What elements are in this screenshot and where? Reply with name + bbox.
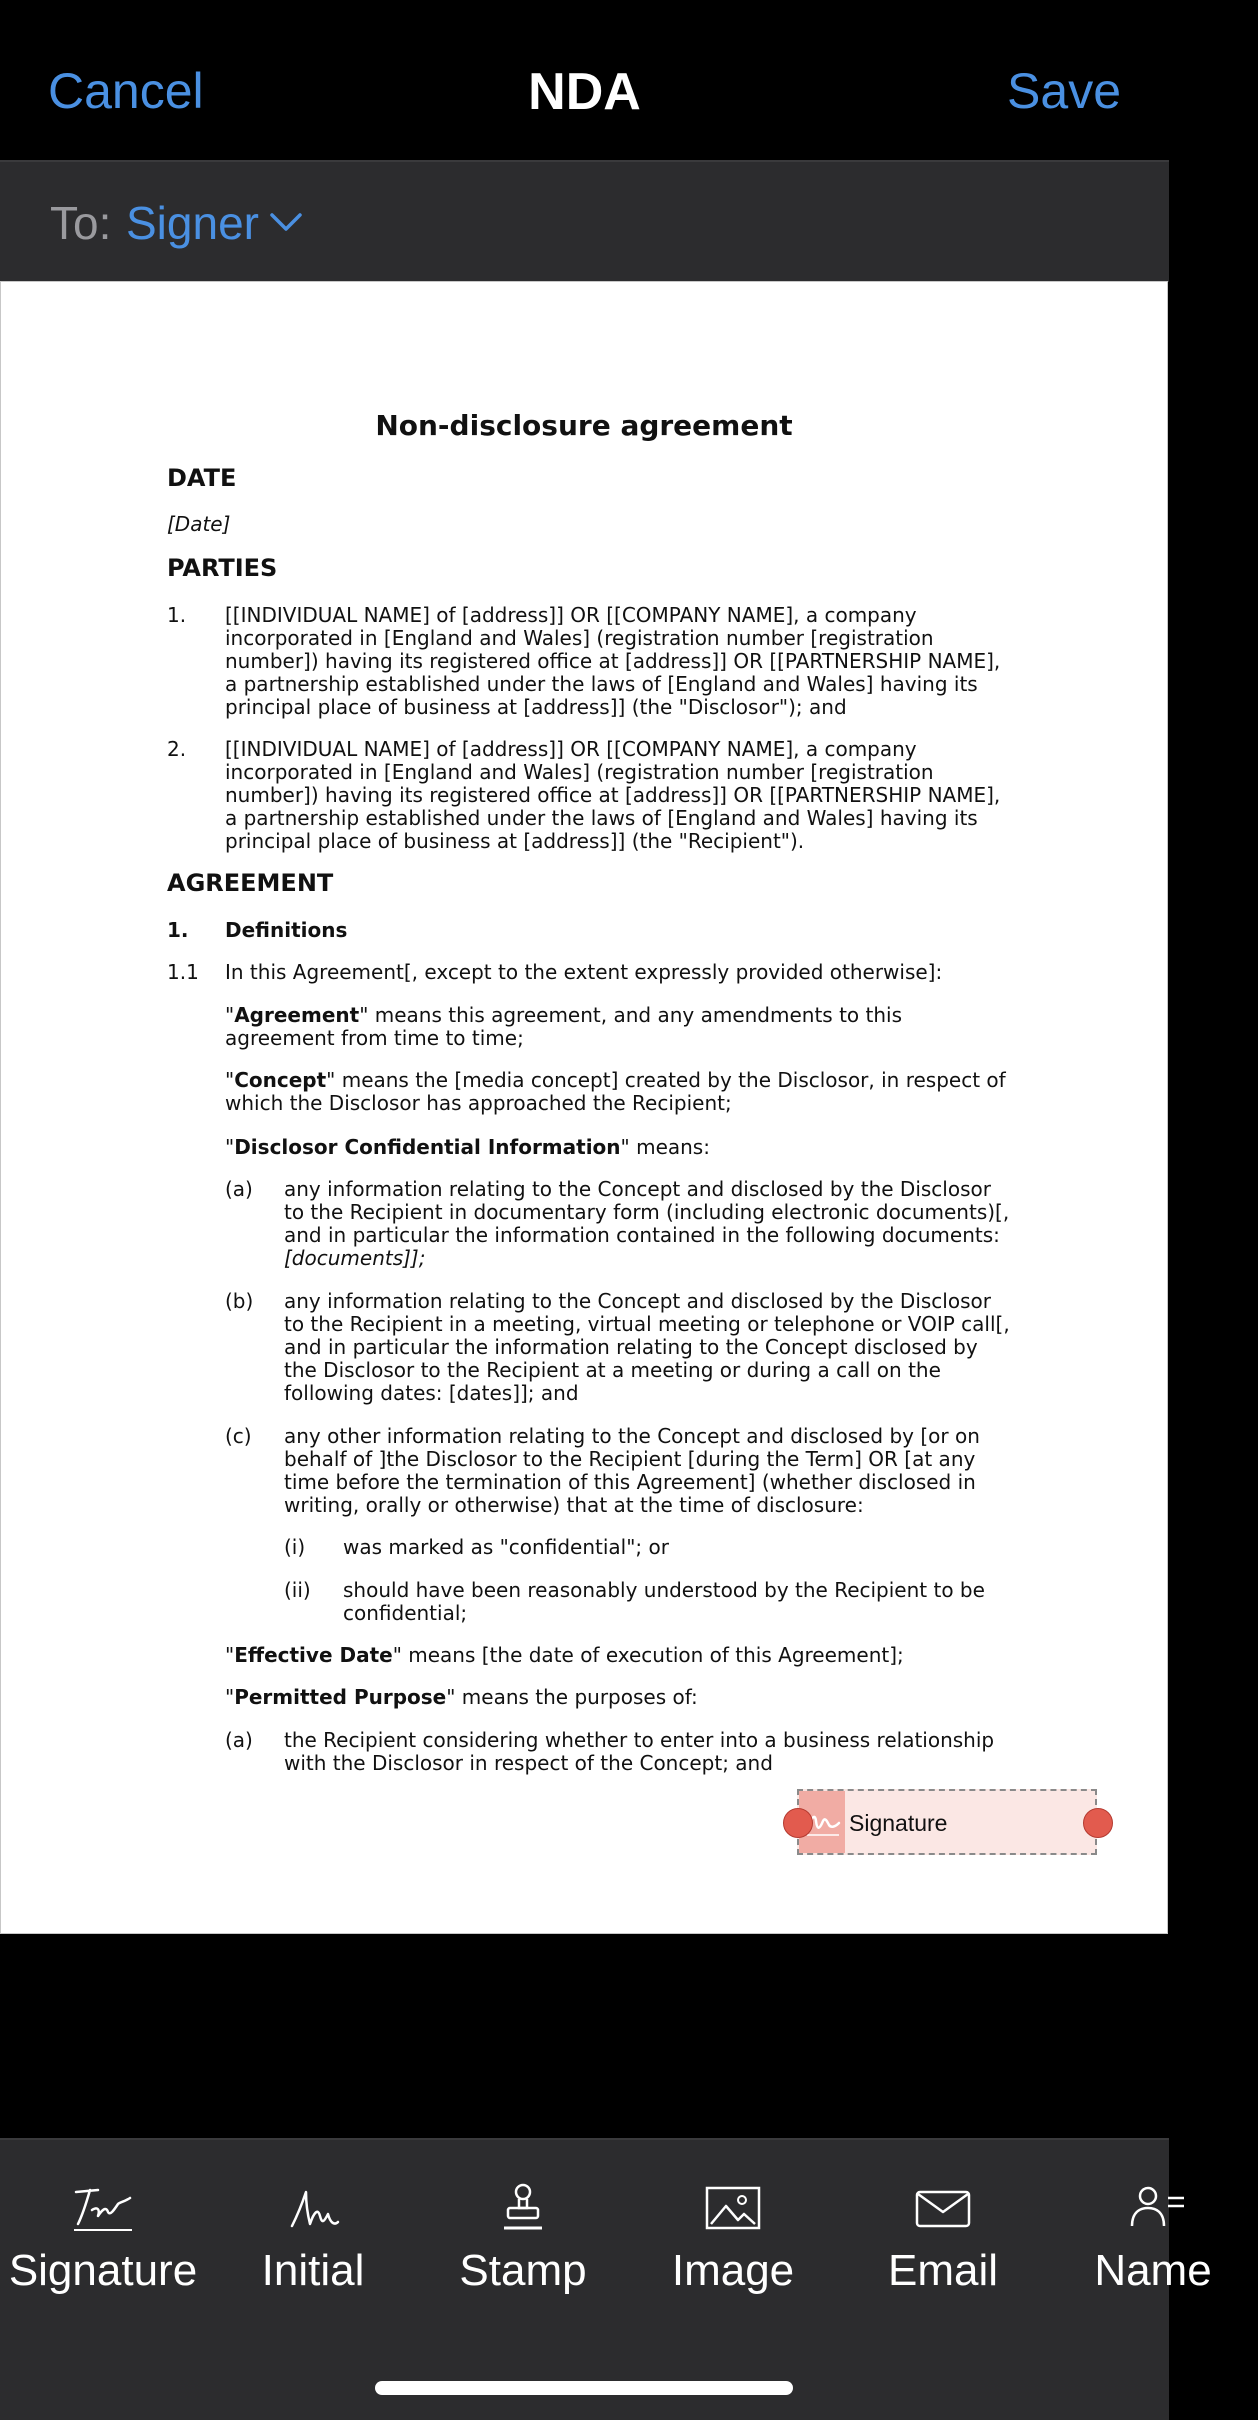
- item-b-text: any information relating to the Concept and disclosed by the Disclosor to the Recipient in a meeting, virtual meeting or telephone or VOIP call[, and in particular the information relating to the Concept disclosed by the Disclosor to the Recipient at a meeting or during a call on the following dates: [dates]]; and: [284, 1289, 1010, 1405]
- date-value: [Date]: [167, 512, 231, 536]
- to-label: To:: [50, 197, 112, 249]
- permitted-item-a-text: the Recipient considering whether to enter into a business relationship with the Disclosor in respect of the Concept; and: [284, 1728, 995, 1775]
- party-2-number: 2.: [167, 737, 187, 761]
- party-1-number: 1.: [167, 603, 187, 627]
- parties-heading: PARTIES: [167, 554, 278, 582]
- toolbar-initial-label: Initial: [261, 2246, 365, 2295]
- page-title: NDA: [528, 63, 641, 121]
- item-c-text: any other information relating to the Concept and disclosed by [or on behalf of ]the Disclosor to the Recipient [during the Term] OR [at any time before the termination of this Agreement] (whether disclosed in writing, orally or otherwise) that at the time of disclosure:: [284, 1424, 980, 1517]
- permitted-item-a-number: (a): [225, 1728, 253, 1752]
- cancel-button[interactable]: Cancel: [48, 63, 204, 119]
- sub-i-text: was marked as "confidential"; or: [343, 1535, 669, 1559]
- sub-ii-text: should have been reasonably understood by the Recipient to be confidential;: [343, 1578, 985, 1625]
- document-title: Non-disclosure agreement: [375, 409, 793, 442]
- party-2-text: [[INDIVIDUAL NAME] of [address]] OR [[COMPANY NAME], a company incorporated in [England and Wales] (registration number [registration number]) having its registered office at [address]] OR [[PARTNERSHIP NAME], a partnership established under the laws of [England and Wales] having its principal place of business at [address]] (the "Recipient").: [225, 737, 1001, 853]
- definition-agreement: "Agreement" means this agreement, and any amendments to this agreement from time to time;: [225, 1003, 903, 1050]
- item-a-number: (a): [225, 1177, 253, 1201]
- navigation-bar: [0, 0, 1169, 160]
- home-indicator[interactable]: [375, 2381, 793, 2395]
- toolbar-name-button[interactable]: [1048, 2180, 1258, 2296]
- signature-field-label: Signature: [849, 1810, 948, 1836]
- toolbar-signature-label: Signature: [8, 2246, 198, 2295]
- date-heading: DATE: [167, 464, 237, 492]
- clause-1-1-text: In this Agreement[, except to the extent expressly provided otherwise]:: [225, 960, 943, 984]
- definitions-number: 1.: [167, 918, 189, 942]
- signature-field[interactable]: [797, 1789, 1097, 1855]
- item-a-text: any information relating to the Concept and disclosed by the Disclosor to the Recipient in documentary form (including electronic documents)[, and in particular the information contained in the following documents: [documents]];: [284, 1177, 1010, 1270]
- toolbar-image-label: Image: [671, 2246, 795, 2295]
- item-b-number: (b): [225, 1289, 254, 1313]
- save-button[interactable]: Save: [1007, 63, 1121, 119]
- agreement-heading: AGREEMENT: [167, 869, 334, 897]
- definition-concept: "Concept" means the [media concept] created by the Disclosor, in respect of which the Disclosor has approached the Recipient;: [225, 1068, 1006, 1115]
- party-1-text: [[INDIVIDUAL NAME] of [address]] OR [[COMPANY NAME], a company incorporated in [England and Wales] (registration number [registration number]) having its registered office at [address]] OR [[PARTNERSHIP NAME], a partnership established under the laws of [England and Wales] having its principal place of business at [address]] (the "Disclosor"); and: [225, 603, 1001, 719]
- field-toolbar: [0, 2138, 1212, 2420]
- definition-disclosor-confidential-information: "Disclosor Confidential Information" means:: [225, 1135, 710, 1159]
- resize-handle-right[interactable]: [1083, 1808, 1113, 1838]
- definitions-heading: Definitions: [225, 918, 348, 942]
- sub-i-number: (i): [284, 1535, 306, 1559]
- signature-icon: [68, 2180, 138, 2236]
- name-icon: [1118, 2180, 1188, 2236]
- initial-icon: [278, 2180, 348, 2236]
- email-icon: [908, 2180, 978, 2236]
- recipient-bar: [0, 160, 1169, 282]
- toolbar-email-label: Email: [887, 2246, 999, 2295]
- definition-permitted-purpose: "Permitted Purpose" means the purposes of:: [225, 1685, 698, 1709]
- definition-effective-date: "Effective Date" means [the date of execution of this Agreement];: [225, 1643, 904, 1667]
- toolbar-signature-button[interactable]: [0, 2180, 208, 2296]
- chevron-down-icon[interactable]: [270, 212, 302, 234]
- sub-ii-number: (ii): [284, 1578, 311, 1602]
- toolbar-stamp-label: Stamp: [459, 2246, 587, 2295]
- item-c-number: (c): [225, 1424, 252, 1448]
- recipient-selector[interactable]: Signer: [126, 197, 259, 249]
- toolbar-stamp-button[interactable]: [418, 2180, 628, 2296]
- toolbar-initial-button[interactable]: [208, 2180, 418, 2296]
- toolbar-email-button[interactable]: [838, 2180, 1048, 2296]
- stamp-icon: [488, 2180, 558, 2236]
- clause-1-1-number: 1.1: [167, 960, 199, 984]
- toolbar-name-label: Name: [1094, 2246, 1212, 2295]
- toolbar-image-button[interactable]: [628, 2180, 838, 2296]
- resize-handle-left[interactable]: [783, 1808, 813, 1838]
- image-icon: [698, 2180, 768, 2236]
- document-page[interactable]: [0, 281, 1168, 1934]
